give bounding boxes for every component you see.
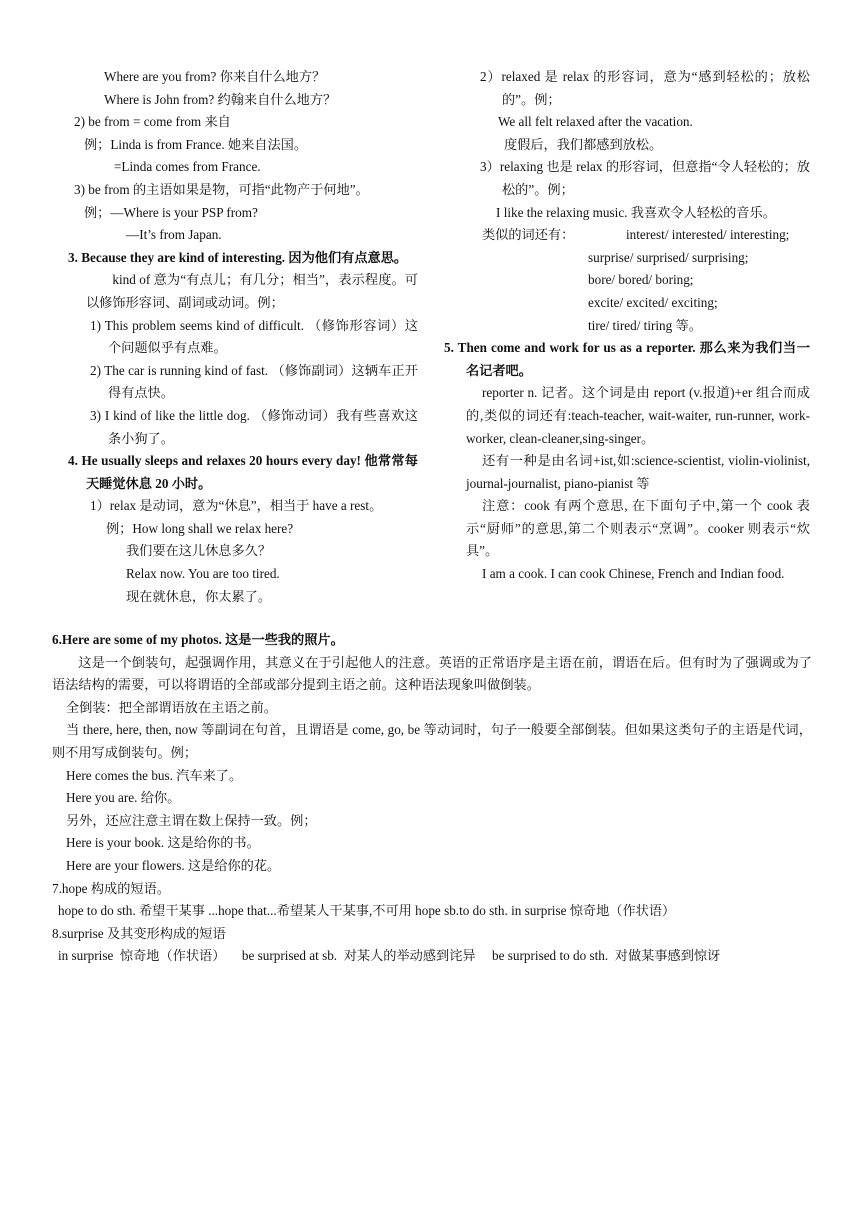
section-5-ist-words: 还有一种是由名词+ist,如:science-scientist, violin-violinist, journal-journalist, piano-pianist 等: [466, 453, 810, 491]
similar-words-2: surprise/ surprised/ surprising;: [588, 249, 749, 265]
section-6-example-1: Here comes the bus. 汽车来了。: [66, 767, 243, 783]
point-be-from-thing: 3) be from 的主语如果是物，可指“此物产于何地”。: [74, 181, 369, 197]
section-3-example-1: 1) This problem seems kind of difficult. （修饰形容词）这个问题似乎有点难。: [90, 317, 418, 356]
section-6-title: 6.Here are some of my photos. 这是一些我的照片。: [52, 632, 344, 647]
section-4-example-1-translation: 我们要在这儿休息多久？: [126, 543, 272, 559]
example-relaxing: I like the relaxing music. 我喜欢令人轻松的音乐。: [496, 204, 776, 220]
similar-words-1: interest/ interested/ interesting;: [626, 227, 790, 243]
similar-words-5: tire/ tired/ tiring 等。: [588, 317, 702, 333]
section-8-phrases: in surprise 惊奇地（作状语） be surprised at sb. 对某人的举动感到诧异 be surprised to do sth. 对做某事感到惊讶: [58, 948, 721, 964]
section-5-title: 5. Then come and work for us as a reporter. 那么来为我们当一名记者吧。: [444, 340, 810, 378]
section-6-example-2: Here you are. 给你。: [66, 790, 181, 806]
section-4-point-1: 1）relax 是动词，意为“休息”，相当于 have a rest。: [90, 498, 383, 514]
section-5-reporter: reporter n. 记者。这个词是由 report (v.报道)+er 组合而成的,类似的词还有:teach-teacher, wait-waiter, run-runner, work-worker, clean-cleaner,sing-singer。: [466, 385, 810, 446]
left-column: [56, 66, 418, 608]
section-6-example-4: Here are your flowers. 这是给你的花。: [66, 857, 281, 873]
section-4-example-1: 例；How long shall we relax here?: [106, 520, 294, 536]
similar-words-4: excite/ excited/ exciting;: [588, 294, 718, 310]
section-5-cook-example: I am a cook. I can cook Chinese, French and Indian food.: [482, 566, 785, 582]
point-be-from: 2) be from = come from 来自: [74, 114, 231, 130]
example-relaxed: We all felt relaxed after the vacation.: [498, 114, 693, 130]
example-linda-france: 例；Linda is from France. 她来自法国。: [84, 136, 308, 152]
section-8-title: 8.surprise 及其变形构成的短语: [52, 925, 226, 941]
section-3-description: kind of 意为“有点儿；有几分；相当”，表示程度。可以修饰形容词、副词或动词。例；: [86, 272, 418, 310]
example-where-is-john-from: Where is John from? 约翰来自什么地方？: [104, 91, 337, 107]
point-relaxing: 3）relaxing 也是 relax 的形容词，但意指“令人轻松的；放松的”。例；: [480, 159, 810, 197]
bottom-section: [52, 629, 812, 968]
example-linda-comes: =Linda comes from France.: [114, 159, 261, 175]
section-4-example-2: Relax now. You are too tired.: [126, 566, 280, 582]
section-4-title: 4. He usually sleeps and relaxes 20 hours every day! 他常常每天睡觉休息 20 小时。: [68, 453, 418, 491]
example-psp-answer: —It’s from Japan.: [126, 227, 222, 243]
section-5-cook-note: 注意：cook 有两个意思, 在下面句子中,第一个 cook 表示“厨师”的意思,第二个则表示“烹调”。cooker 则表示“炊具”。: [466, 498, 810, 559]
section-6-agreement-note: 另外，还应注意主谓在数上保持一致。例；: [66, 812, 317, 828]
similar-words-3: bore/ bored/ boring;: [588, 272, 694, 288]
example-relaxed-translation: 度假后，我们都感到放松。: [504, 136, 663, 152]
example-where-are-you-from: Where are you from? 你来自什么地方？: [104, 69, 326, 84]
right-column: [444, 66, 810, 586]
section-3-example-3: 3) I kind of like the little dog. （修饰动词）我有些喜欢这条小狗了。: [90, 407, 418, 446]
section-4-example-2-translation: 现在就休息，你太累了。: [126, 588, 272, 604]
section-7-phrases: hope to do sth. 希望干某事 ...hope that...希望某人干某事,不可用 hope sb.to do sth. in surprise 惊奇地（作状语）: [58, 903, 676, 919]
section-6-rule: 当 there, here, then, now 等副词在句首，且谓语是 come, go, be 等动词时，句子一般要全部倒装。但如果这类句子的主语是代词，则不用写成倒装句。例；: [52, 722, 812, 760]
section-3-example-2: 2) The car is running kind of fast. （修饰副词）这辆车正开得有点快。: [90, 362, 418, 401]
section-6-example-3: Here is your book. 这是给你的书。: [66, 835, 260, 851]
section-6-explanation: 这是一个倒装句，起强调作用，其意义在于引起他人的注意。英语的正常语序是主语在前，谓语在后。但有时为了强调或为了语法结构的需要，可以将谓语的全部或部分提到主语之前。这种语法现象叫做倒装。: [52, 654, 812, 693]
similar-words-label: 类似的词还有：: [482, 227, 575, 243]
point-relaxed: 2）relaxed 是 relax 的形容词，意为“感到轻松的；放松的”。例；: [480, 69, 810, 107]
section-3-title: 3. Because they are kind of interesting. 因为他们有点意思。: [68, 249, 408, 265]
section-7-title: 7.hope 构成的短语。: [52, 880, 170, 896]
section-6-full-inversion: 全倒装：把全部谓语放在主语之前。: [66, 699, 277, 715]
example-psp-question: 例；—Where is your PSP from?: [84, 204, 258, 220]
